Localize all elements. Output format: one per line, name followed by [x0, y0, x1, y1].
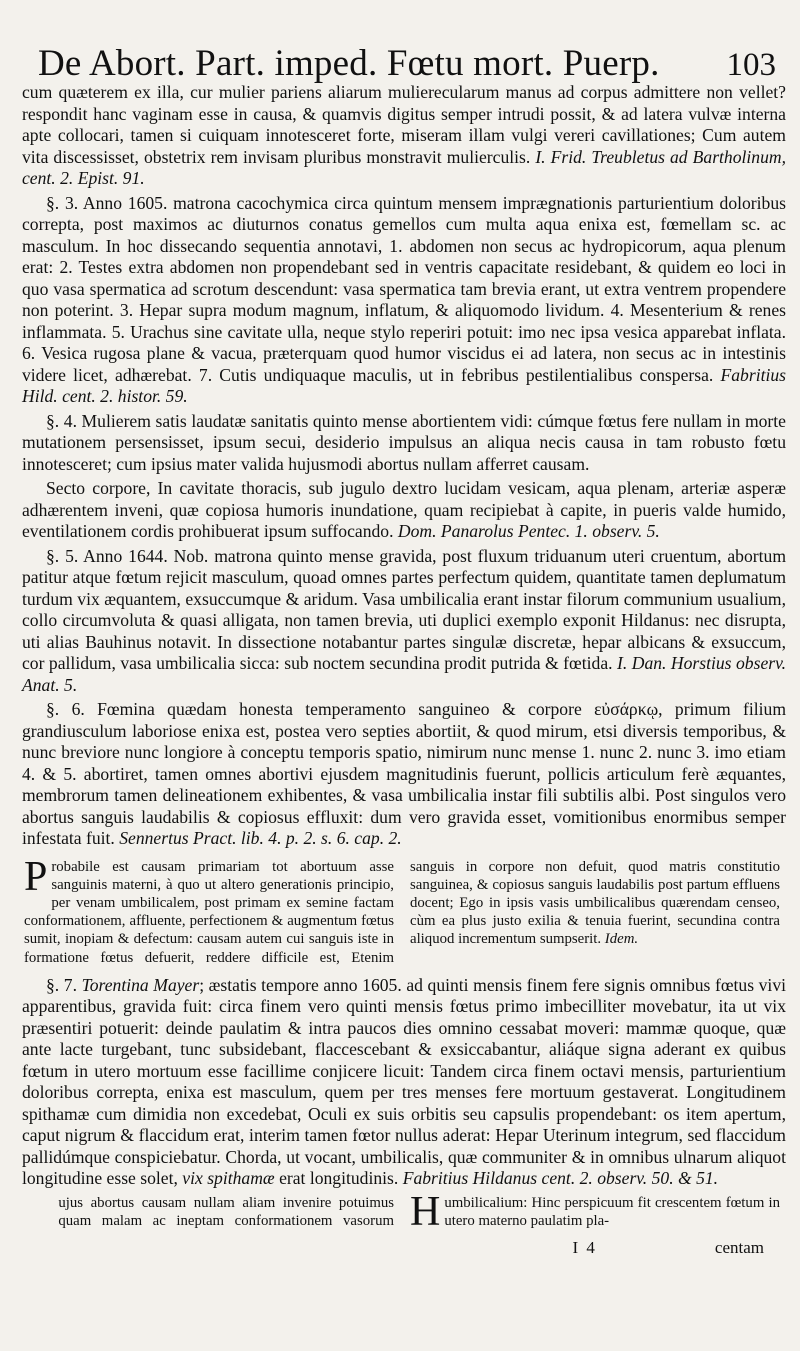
paragraph-section-7 [22, 975, 786, 1190]
citation: Idem. [604, 931, 639, 948]
drop-cap: P [24, 853, 48, 900]
person-name: Torentina Mayer [81, 974, 200, 995]
paragraph-text: cum quæterem ex illa, cur mulier pariens aliarum mulierecularum manus ad corpus admittere non vellet? respondit hanc vaginam esse in causa, & quamvis digitus semper intrudi possit, & ad latera vulvæ interna apte collocari, tamen si cuiquam innotesceret forte, miseram illam vulgi vereri cavillationes; Cum autem vita discessisset, obstetrix rem invisam pluribus monstravit mulierculis. [22, 82, 786, 167]
paragraph-text: §. 3. Anno 1605. matrona cacochymica circa quintum mensem imprægnationis parturientium doloribus correpta, post maximos ac diuturnos conatus gemellos cum multa aqua enixa est, fœmellam sc. ac masculum. In hoc dissecando sequentia annotavi, 1. abdomen non secus ac hydropicorum, aqua plenum erat: 2. Testes extra abdomen non propendebant sed in ventris capacitate residebant, & quidem eo loci in quo vasa spermatica ad scrotum descendunt: vasa spermatica tam brevia erant, ut extra ventrem propendere non poterint. 3. Hepar supra modum magnum, inflatum, & aliquomodo lividum. 4. Mesenterium & renes inflammata. 5. Urachus sine cavitate ulla, neque stylo reperiri potuit: imo nec ipsa vesica apparebat inflata. 6. Vesica rugosa plane & vacua, præterquam quod humor viscidus ei ad latera, non secus ac in intestinis videre licet, adhærebat. 7. Cutis undiquaque maculis, ut in febribus pestilentialibus conspersa. [22, 192, 786, 385]
section-number: §. 7. [46, 974, 77, 995]
citation: I. Frid. Treubletus ad Bartholinum, cent. 2. Epist. 91. [22, 146, 786, 188]
signature-mark: I 4 [572, 1238, 597, 1258]
citation: Fabritius Hild. cent. 2. histor. 59. [22, 364, 787, 406]
citation: Fabritius Hildanus cent. 2. observ. 50. & 51. [402, 1168, 719, 1189]
commentary-body: robabile est causam primariam tot abortuum asse sanguinis materni, à quo ut altero generationis principio, per venam umbilicalem, post primam ex semine factam conformationem, affluente, perfectionem & augmentum fœtus sumit, inopiam & defectum: causam autem cui sanguis iste in formatione fœtus defuerit, reddere difficile est, Etenim sanguis in corpore non defuit, quod matris constitutio sanguinea, & copiosus sanguis laudabilis post partum effluens docent; Ego in ipsis vasis umbilicalibus quærendam censeo, cùm ea plus justo exilia & tenuia fuerint, secundina contra aliquod incrementum sumpserit. [24, 858, 780, 966]
commentary-block [24, 853, 780, 967]
paragraph-section-6 [22, 699, 786, 850]
running-title: De Abort. Part. imped. Fœtu mort. Puerp. [38, 43, 660, 84]
commentary-text [24, 853, 780, 967]
citation: Dom. Panarolus Pentec. 1. observ. 5. [397, 521, 660, 541]
page-header [22, 20, 786, 82]
commentary-text [24, 1188, 780, 1235]
commentary-block-final [24, 1188, 780, 1235]
paragraph-text: ; æstatis tempore anno 1605. ad quinti mensis finem fere signis omnibus fœtus vivi apparentibus, gravida fuit: circa finem vero quinti mensis fœtus primo imbecilliter movebatur, ita ut vix præsentiri potuerit: deinde paulatim & intra paucos dies omnino cessabat moveri: mammæ quoque, quæ ante lacte turgebant, tunc subsidebant, flaccescebant & exsiccabantur, aliáque signa aderant ex quibus fœtum in utero mortuum esse facillime conjicere licuit: Tandem circa finem octavi mensis, parturientium doloribus correpta, enixa est masculum, quem per tres menses fere mortuum gestaverat. Longitudinem spithamæ cum dimidia non excedebat, Oculi ex suis orbitis seu capsulis propendebant: os item apertum, caput nigrum & flaccidum erat, interim tamen fœtor nullus aderat: Hepar Uterinum integrum, sed flaccidum pallidúmque conspiciebatur. Chorda, ut vocant, umbilicalis, quæ communiter & in omnibus ulnarum aliquot longitudine esse solet, [22, 974, 787, 1189]
paragraph-section-5 [22, 546, 786, 697]
citation: I. Dan. Horstius observ. Anat. 5. [22, 653, 787, 695]
catchword: centam [714, 1238, 764, 1258]
paragraph-dissection [22, 478, 786, 543]
paragraph-text: §. 4. Mulierem satis laudatæ sanitatis quinto mense abortientem vidi: cúmque fœtus fere nullam in morte mutationem persensisset, ipsum secui, desiderio impulsus an aliqua necis causa in tam robusto fœtu innotesceret; cum ipsius mater valida hujusmodi abortus nullam afferret causam. [22, 410, 786, 474]
paragraph-continuation [22, 82, 786, 190]
paragraph-text: §. 5. Anno 1644. Nob. matrona quinto mense gravida, post fluxum triduanum uteri cruentum, abortum patitur atque fœtum rejicit masculum, quoad omnes partes perfectum quidem, quantitate tamen deplumatum turdum vix æquantem, exsuccumque & aridum. Vasa umbilicalia erant instar filorum communium usualium, collo circumvoluta & quasi alligata, non tamen brevia, uti duplici exemplo exponit Hildanus: nec disrupta, uti alias Bauhinus notavit. In dissectione notabantur partes singulæ discretæ, hepar albicans & exsuccum, cor pallidum, vasa umbilicalia sicca: sub noctem secundina prodit putrida & fœtida. [22, 545, 786, 673]
emphasis-text: vix spithamæ [182, 1168, 275, 1189]
citation: Sennertus Pract. lib. 4. p. 2. s. 6. cap. 2. [119, 828, 402, 848]
page-number: 103 [726, 47, 776, 83]
paragraph-text-end: erat longitudinis. [279, 1168, 399, 1189]
commentary-body: ujus abortus causam nullam aliam invenire potuimus quam malam ac ineptam conformationem vasorum umbilicalium: Hinc perspicuum fit crescentem fœtum in utero materno paulatim pla- [58, 1194, 780, 1229]
page-footer [22, 1238, 786, 1258]
paragraph-section-4 [22, 411, 786, 476]
paragraph-text: Secto corpore, In cavitate thoracis, sub jugulo dextro lucidam vesicam, aqua plenam, arteriæ asperæ adhærentem inveni, quæ copiosa humoris inundatione, quam recipiebat à capite, in pueris valde humido, eventilationem cordis prohibuerat ipsum suffocando. [22, 478, 786, 541]
paragraph-text: §. 6. Fœmina quædam honesta temperamento sanguineo & corpore εὐσάρκῳ, primum filium grandiusculum laboriose enixa est, postea vero septies abortiit, & quod mirum, etsi diversis temporibus, & nunc breviore nunc longiore à conceptu temporis spatio, nimirum nunc mense 1. nunc 2. nunc 3. imo etiam 4. & 5. abortiret, tamen omnes abortivi ejusdem magnitudinis fuerunt, pollicis articulum ferè æquantes, membrorum tamen delineationem exhibentes, & vasa umbilicalia instar fili subtilis albi. Post singulos vero abortus sanguis laudabilis & copiosus effluxit: dum vero gravida esset, vomitionibus enormibus semper infestata fuit. [22, 699, 786, 848]
paragraph-section-3 [22, 193, 786, 408]
drop-cap: H [410, 1188, 441, 1235]
